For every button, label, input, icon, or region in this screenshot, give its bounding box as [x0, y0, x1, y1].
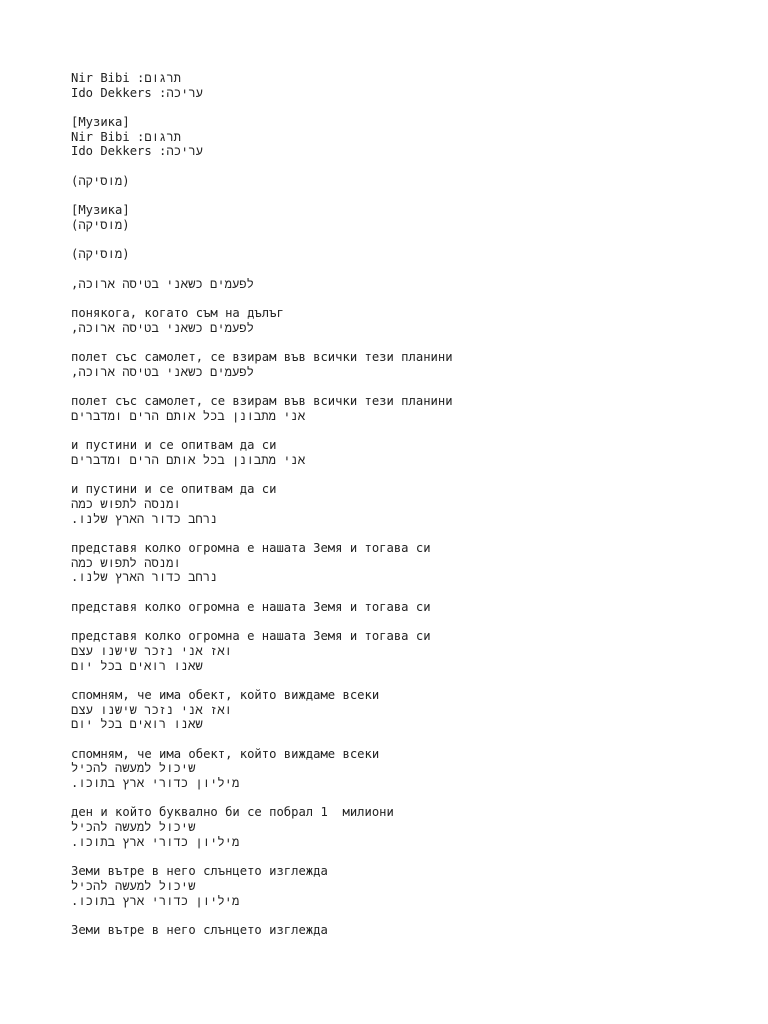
text-block [71, 247, 751, 262]
text-line: נרחב כדור הארץ שלנו. [71, 570, 218, 585]
text-line: אני מתבונן בכל אותם הרים ומדברים [71, 452, 306, 467]
text-line: מיליון כדורי ארץ בתוכו. [71, 776, 240, 790]
text-line: ומנסה לתפוש כמה [71, 496, 181, 511]
text-line: Земи вътре в него слънцето изглежда [71, 864, 328, 879]
text-block [71, 394, 751, 423]
text-block [71, 350, 751, 379]
blank-line [71, 335, 751, 350]
subtitle-document [71, 71, 751, 938]
blank-line [71, 100, 751, 115]
text-block [71, 747, 751, 791]
text-line: לפעמים כשאני בטיסה ארוכה, [71, 364, 254, 379]
text-line: и пустини и се опитвам да си [71, 438, 277, 453]
text-line: [Музика] [71, 115, 130, 130]
text-block [71, 629, 751, 673]
text-block [71, 438, 751, 467]
text-block [71, 71, 751, 100]
blank-line [71, 379, 751, 394]
text-line: полет със самолет, се взирам във всички тези планини [71, 394, 453, 409]
text-line: представя колко огромна е нашата Земя и тогава си [71, 541, 431, 555]
text-block [71, 203, 751, 232]
text-block [71, 923, 751, 938]
text-block [71, 541, 751, 585]
text-line: שיכול למעשה להכיל [71, 761, 196, 776]
blank-line [71, 233, 751, 248]
blank-line [71, 614, 751, 629]
text-line: שיכול למעשה להכיל [71, 878, 196, 893]
blank-line [71, 189, 751, 204]
text-block [71, 600, 751, 615]
text-line: (מוסיקה) [71, 173, 130, 188]
text-line: שאנו רואים בכל יום [71, 717, 203, 732]
text-block [71, 277, 751, 292]
text-block [71, 174, 751, 189]
text-line: (מוסיקה) [71, 217, 130, 232]
text-line: תרגום: Nir Bibi [71, 71, 181, 85]
text-line: לפעמים כשאני בטיסה ארוכה, [71, 320, 254, 335]
text-line: (מוסיקה) [71, 247, 130, 262]
blank-line [71, 673, 751, 688]
text-line: представя колко огромна е нашата Земя и тогава си [71, 599, 431, 614]
text-line: понякога, когато съм на дълъг [71, 306, 284, 320]
text-line: לפעמים כשאני בטיסה ארוכה, [71, 276, 254, 291]
blank-line [71, 291, 751, 306]
text-block [71, 482, 751, 526]
text-line: и пустини и се опитвам да си [71, 482, 277, 497]
text-line: представя колко огромна е нашата Земя и тогава си [71, 629, 431, 644]
text-line: Земи вътре в него слънцето изглежда [71, 922, 328, 937]
text-line: עריכה: Ido Dekkers [71, 85, 203, 100]
text-block [71, 864, 751, 908]
blank-line [71, 468, 751, 483]
text-line: שיכול למעשה להכיל [71, 820, 196, 835]
blank-line [71, 526, 751, 541]
blank-line [71, 262, 751, 277]
text-block [71, 805, 751, 849]
text-line: спомням, че има обект, който виждаме всеки [71, 687, 380, 702]
text-line: עריכה: Ido Dekkers [71, 144, 203, 159]
text-line: [Музика] [71, 203, 130, 218]
blank-line [71, 159, 751, 174]
blank-line [71, 732, 751, 747]
text-line: ואז אני נזכר שישנו עצם [71, 702, 232, 717]
text-line: נרחב כדור הארץ שלנו. [71, 511, 218, 526]
text-line: אני מתבונן בכל אותם הרים ומדברים [71, 408, 306, 423]
text-line: ואז אני נזכר שישנו עצם [71, 643, 232, 658]
blank-line [71, 424, 751, 439]
text-line: תרגום: Nir Bibi [71, 129, 181, 144]
text-line: שאנו רואים בכל יום [71, 658, 203, 673]
text-line: ומנסה לתפוש כמה [71, 555, 181, 570]
text-line: спомням, че има обект, който виждаме всеки [71, 746, 380, 761]
blank-line [71, 585, 751, 600]
blank-line [71, 908, 751, 923]
text-line: מיליון כדורי ארץ בתוכו. [71, 834, 240, 849]
text-line: ден и който буквално би се побрал 1 милиони [71, 805, 394, 820]
text-block [71, 688, 751, 732]
blank-line [71, 849, 751, 864]
text-block [71, 115, 751, 159]
text-block [71, 306, 751, 335]
text-line: מיליון כדורי ארץ בתוכו. [71, 893, 240, 908]
blank-line [71, 791, 751, 806]
text-line: полет със самолет, се взирам във всички тези планини [71, 350, 453, 365]
